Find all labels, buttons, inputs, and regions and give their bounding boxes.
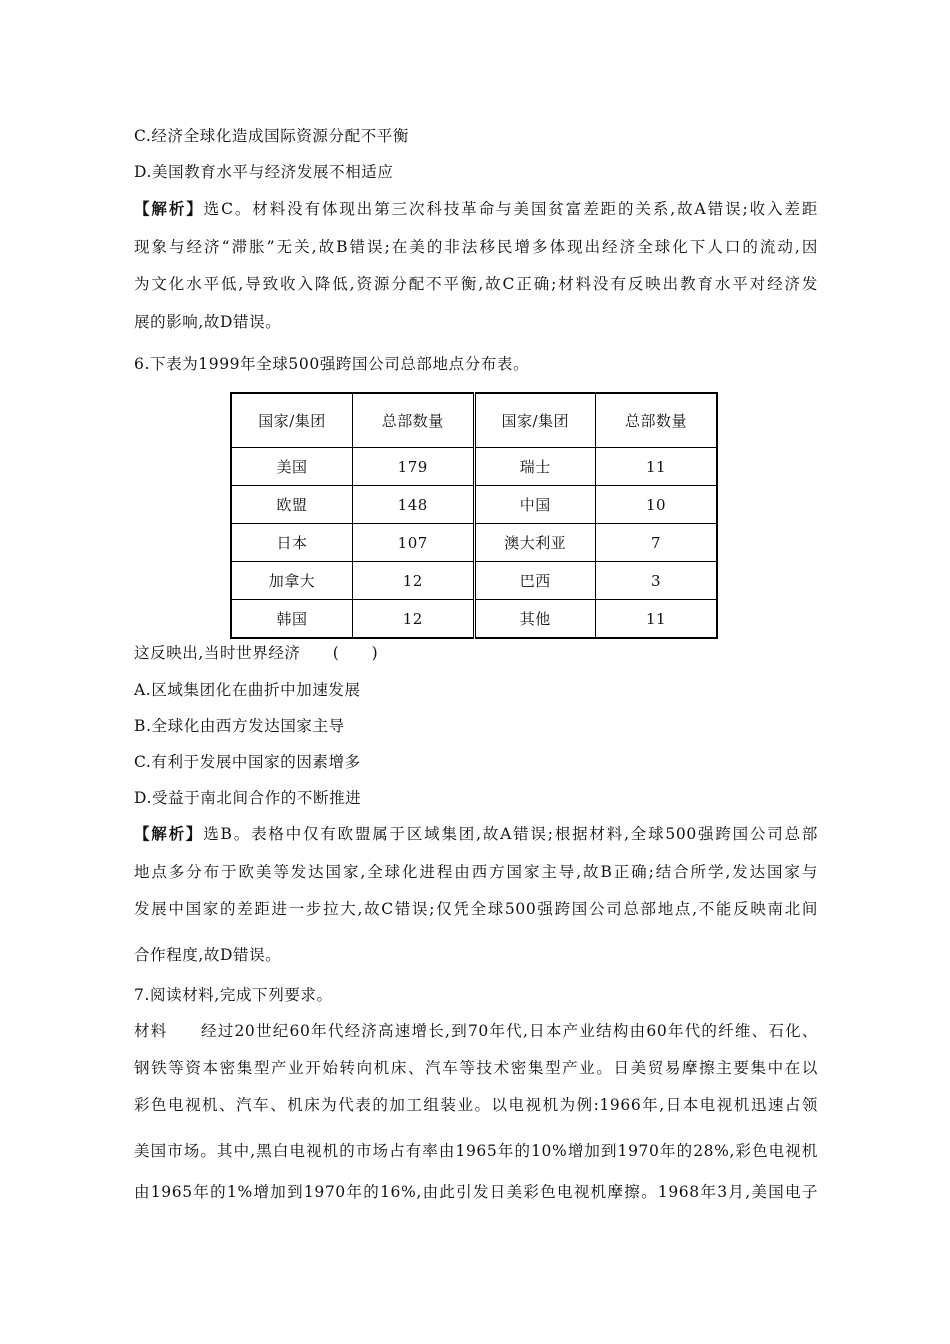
material-line-4: 美国市场。其中,黑白电视机的市场占有率由1965年的10%增加到1970年的28%,彩色电视机 [134, 1142, 818, 1160]
analysis-5-line-1 [134, 199, 818, 219]
table-row [231, 448, 717, 486]
table-cell: 7 [596, 524, 718, 562]
table-header-cell: 总部数量 [353, 393, 475, 448]
table-cell: 韩国 [231, 600, 353, 639]
table-cell: 148 [353, 486, 475, 524]
material-line-5: 由1965年的1%增加到1970年的16%,由此引发日美彩色电视机摩擦。1968年3月,美国电子 [134, 1183, 818, 1201]
table-cell: 其他 [474, 600, 596, 639]
table-cell: 瑞士 [474, 448, 596, 486]
analysis-5-line-2: 现象与经济“滞胀”无关,故B错误;在美的非法移民增多体现出经济全球化下人口的流动,因 [134, 238, 818, 256]
option-d-previous: D.美国教育水平与经济发展不相适应 [134, 163, 394, 181]
table-row [231, 486, 717, 524]
analysis-6-line-1 [134, 824, 818, 844]
table-cell: 澳大利亚 [474, 524, 596, 562]
question-6-prompt: 这反映出,当时世界经济 ( ) [134, 644, 379, 662]
option-a: A.区域集团化在曲折中加速发展 [134, 681, 361, 699]
option-c-previous: C.经济全球化造成国际资源分配不平衡 [134, 127, 410, 145]
table-cell: 10 [596, 486, 718, 524]
table-row [231, 600, 717, 639]
table-row [231, 562, 717, 600]
table-cell: 巴西 [474, 562, 596, 600]
option-b: B.全球化由西方发达国家主导 [134, 717, 345, 735]
analysis-6-text-1: 选B。表格中仅有欧盟属于区域集团,故A错误;根据材料,全球500强跨国公司总部 [203, 825, 818, 843]
table-cell: 日本 [231, 524, 353, 562]
material-line-2: 钢铁等资本密集型产业开始转向机床、汽车等技术密集型产业。日美贸易摩擦主要集中在以 [134, 1059, 818, 1077]
table-cell: 中国 [474, 486, 596, 524]
analysis-6-line-2: 地点多分布于欧美等发达国家,全球化进程由西方国家主导,故B正确;结合所学,发达国家与 [134, 863, 818, 881]
option-c: C.有利于发展中国家的因素增多 [134, 753, 361, 771]
table-cell: 107 [353, 524, 475, 562]
analysis-tag: 【解析】 [134, 199, 204, 218]
table-cell: 3 [596, 562, 718, 600]
headquarters-table [230, 392, 718, 639]
table-cell: 179 [353, 448, 475, 486]
table-header-cell: 国家/集团 [231, 393, 353, 448]
table-cell: 11 [596, 448, 718, 486]
table-header-cell: 国家/集团 [474, 393, 596, 448]
table-cell: 美国 [231, 448, 353, 486]
table-cell: 12 [353, 600, 475, 639]
table-header-row [231, 393, 717, 448]
table-cell: 欧盟 [231, 486, 353, 524]
material-line-1: 材料 经过20世纪60年代经济高速增长,到70年代,日本产业结构由60年代的纤维、石化、 [134, 1022, 818, 1040]
option-d: D.受益于南北间合作的不断推进 [134, 789, 362, 807]
material-line-3: 彩色电视机、汽车、机床为代表的加工组装业。以电视机为例:1966年,日本电视机迅速占领 [134, 1096, 818, 1114]
question-7-stem: 7.阅读材料,完成下列要求。 [134, 986, 333, 1004]
analysis-5-line-4: 展的影响,故D错误。 [134, 313, 282, 331]
question-6-stem: 6.下表为1999年全球500强跨国公司总部地点分布表。 [134, 355, 530, 373]
analysis-6-line-3: 发展中国家的差距进一步拉大,故C错误;仅凭全球500强跨国公司总部地点,不能反映南北间 [134, 900, 818, 918]
table-header-cell: 总部数量 [596, 393, 718, 448]
table-cell: 12 [353, 562, 475, 600]
table-cell: 11 [596, 600, 718, 639]
table-row [231, 524, 717, 562]
table-cell: 加拿大 [231, 562, 353, 600]
analysis-tag: 【解析】 [134, 824, 204, 843]
analysis-5-line-3: 为文化水平低,导致收入降低,资源分配不平衡,故C正确;材料没有反映出教育水平对经济发 [134, 275, 818, 293]
analysis-5-text-1: 选C。材料没有体现出第三次科技革命与美国贫富差距的关系,故A错误;收入差距 [203, 200, 818, 218]
analysis-6-line-4: 合作程度,故D错误。 [134, 946, 282, 964]
